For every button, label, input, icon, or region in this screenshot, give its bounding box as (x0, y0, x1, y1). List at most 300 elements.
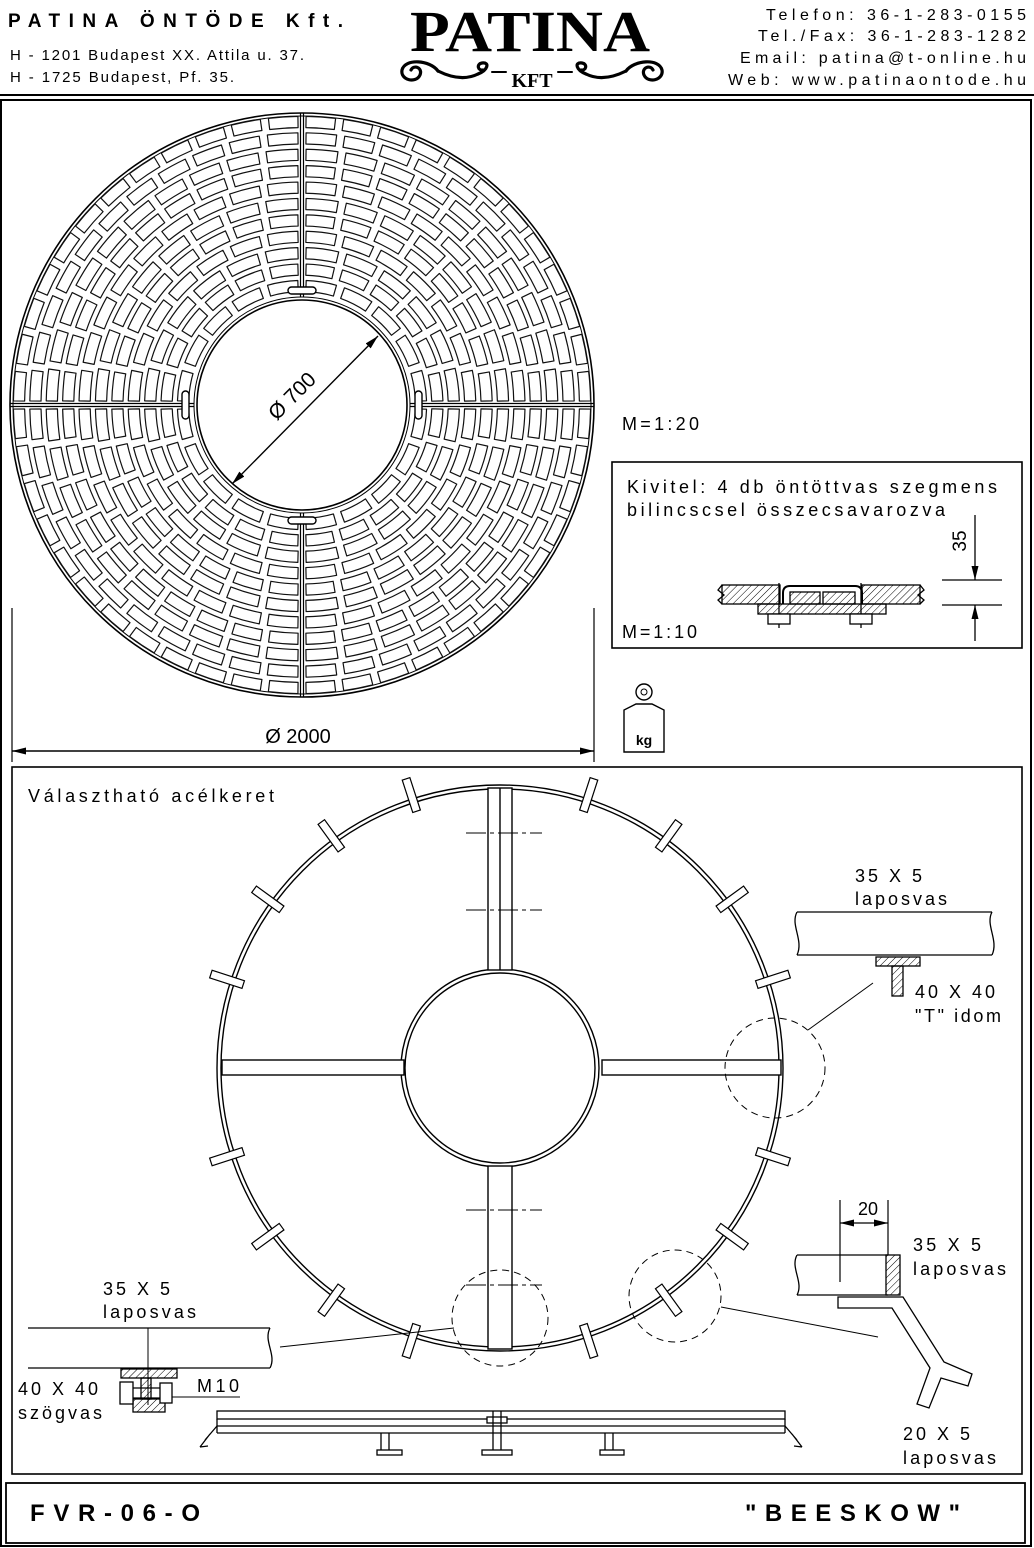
grate-slot (161, 647, 192, 670)
grate-slot (266, 149, 298, 163)
grate-slot (376, 250, 407, 275)
grate-slot (75, 230, 102, 261)
grate-slot (99, 579, 128, 608)
grate-slot (230, 186, 262, 205)
grate-slot (162, 570, 193, 596)
company-name: PATINA ÖNTÖDE Kft. (8, 11, 343, 32)
grate-slot (42, 296, 63, 328)
frame-spoke-bottom (488, 1166, 512, 1349)
bolt-nut-left (768, 614, 790, 624)
grate-slot (341, 219, 371, 238)
grate-slot (306, 564, 337, 578)
grate-slot (467, 483, 492, 516)
grate-slot (111, 265, 137, 296)
grate-slot (467, 265, 493, 296)
bent-strap-detail (795, 1199, 1006, 1468)
grate-slot (267, 133, 298, 146)
outer-diameter-label: Ø 2000 (265, 726, 331, 748)
grate-slot (111, 514, 137, 545)
grate-slot (453, 303, 476, 333)
grate-slot (161, 373, 176, 402)
grate-slot (128, 303, 151, 333)
grate-slot (405, 249, 434, 276)
grate-slot (476, 579, 505, 608)
grate-slot (344, 533, 378, 555)
grate-slot (378, 197, 410, 220)
grate-slot (200, 556, 230, 579)
grate-slot (469, 336, 488, 366)
grate-slot (54, 547, 79, 577)
grate-slot (161, 409, 176, 438)
detail-description-line-2: bilincscsel összecsavarozva (627, 500, 945, 520)
grate-slot (63, 409, 76, 439)
logo-subtext: KFT (511, 70, 553, 92)
grate-slot (344, 587, 377, 607)
grate-slot (265, 547, 298, 562)
grate-slot (83, 333, 102, 365)
grate-slot (134, 237, 163, 266)
grate-slot (430, 447, 452, 481)
grate-slot (342, 119, 373, 136)
grate-slot (190, 625, 223, 647)
grate-slot (197, 250, 228, 275)
grate-slot (411, 570, 442, 596)
grate-slot (487, 297, 510, 329)
clamp-top (288, 287, 316, 294)
grate-slot (185, 335, 208, 366)
grate-scale: M=1:20 (622, 414, 699, 434)
grate-inner-hole (197, 300, 407, 510)
bent-detail-bar-material: laposvas (913, 1259, 1006, 1279)
grate-slot (478, 227, 507, 258)
grate-slot (170, 534, 199, 561)
grate-slot (376, 535, 407, 560)
grate-slot (147, 479, 172, 510)
grate-slots (13, 116, 590, 693)
grate-slot (343, 136, 375, 153)
grate-slot (60, 484, 82, 517)
grate-slot (267, 182, 298, 196)
t-detail-bar-material: laposvas (855, 889, 947, 909)
grate-slot (111, 239, 138, 268)
segment-clamps (182, 287, 422, 524)
grate-slot (502, 446, 521, 478)
grate-slot (511, 409, 525, 440)
fax-number: Tel./Fax: 36-1-283-1282 (758, 28, 1026, 45)
grate-slot (13, 409, 26, 439)
grate-slot (124, 581, 155, 610)
grate-slot (396, 308, 422, 337)
grate-slot (446, 178, 477, 205)
grate-slot (205, 499, 234, 525)
grate-slot (414, 546, 445, 575)
grate-slot (469, 444, 488, 474)
grate-inner-rim (194, 297, 410, 513)
grate-slot (412, 647, 443, 670)
grate-slot (408, 297, 436, 329)
grate-slot (170, 249, 199, 276)
grate-slot (446, 605, 477, 632)
grate-slot (158, 627, 190, 651)
bent-detail-strap-size: 20 X 5 (903, 1424, 970, 1444)
bolt-nut-right (850, 614, 872, 624)
grate-slot (193, 145, 225, 166)
grate-slot (113, 294, 138, 327)
bent-detail-strap-material: laposvas (903, 1448, 996, 1468)
grate-slot (155, 605, 188, 631)
grate-slot (66, 335, 84, 366)
grate-slot (341, 572, 371, 591)
grate-slot (571, 445, 588, 476)
grate-slot (406, 509, 435, 538)
angle-profile-detail (18, 1279, 272, 1423)
grate-slot (405, 534, 434, 561)
grate-slot (522, 484, 544, 517)
grate-slot (306, 248, 339, 263)
grate-slot (94, 297, 117, 329)
segment-joint-section (718, 583, 924, 628)
t-detail-profile-name: "T" idom (915, 1006, 1001, 1026)
grate-slot (182, 308, 208, 337)
frame-tab (756, 1148, 791, 1166)
grate-slot (370, 499, 399, 525)
grate-slot (267, 231, 298, 245)
grate-slot (554, 446, 571, 478)
grate-slot (75, 549, 102, 580)
clamp-bottom (288, 517, 316, 524)
title-block (6, 1483, 1025, 1543)
grate-slot (229, 136, 261, 153)
grate-slot (578, 409, 591, 439)
grate-slot (33, 446, 50, 478)
grate-slot (343, 657, 375, 674)
grate-slot (439, 569, 468, 596)
grate-slot (200, 231, 230, 254)
grate-slot (489, 268, 514, 298)
grate-slot (571, 334, 588, 365)
bolt-nut (160, 1383, 172, 1403)
grate-slot (520, 335, 538, 366)
grate-slot (306, 116, 336, 129)
address-line-1: H - 1201 Budapest XX. Attila u. 37. (10, 47, 304, 64)
grate-slot (128, 409, 142, 440)
grate-slot (232, 169, 263, 187)
grate-slot (306, 215, 335, 229)
grate-slot (444, 409, 459, 442)
grate-slot (409, 194, 439, 219)
grate-slot (449, 200, 480, 229)
bent-detail-dimension: 20 (857, 1199, 879, 1219)
t-profile-detail (795, 866, 1001, 1026)
grate-slot (197, 535, 228, 560)
phone-number: Telefon: 36-1-283-0155 (766, 7, 1026, 24)
grate-slot (449, 581, 480, 610)
grate-outer-rim-inner (13, 116, 591, 694)
grate-slot (227, 533, 261, 555)
grate-slot (453, 477, 476, 507)
product-code: FVR-06-O (30, 1500, 200, 1527)
grate-slot (267, 614, 298, 628)
grate-slot (269, 581, 298, 595)
grate-slot (269, 215, 298, 229)
grate-slot (306, 149, 338, 163)
grate-slot (185, 444, 208, 475)
grate-slot (502, 549, 529, 580)
clamp-left (182, 391, 189, 419)
company-logo (402, 0, 662, 92)
grate-slot (168, 297, 196, 329)
grate-slot (461, 370, 475, 401)
grate-slot (341, 288, 372, 311)
grate-slot (412, 140, 443, 163)
grate-slot (370, 285, 399, 311)
grate-slot (194, 511, 226, 539)
grate-slot (134, 544, 163, 573)
grate-slot (266, 198, 298, 212)
grate-slot (306, 166, 336, 179)
grate-slot (467, 294, 492, 327)
grate-slot (133, 262, 162, 293)
grate-slot (374, 556, 404, 579)
grate-slot (124, 200, 155, 229)
grate-slot (502, 520, 528, 553)
grate-slot (127, 178, 158, 205)
frame-spoke-left (222, 1060, 404, 1075)
grate-slot (66, 445, 84, 476)
grate-slot (544, 264, 567, 295)
grate-slot (554, 332, 571, 364)
grate-slot (522, 293, 544, 326)
grate-slot (112, 372, 126, 401)
grate-slot (443, 262, 472, 293)
grate-slot (266, 647, 298, 661)
t-detail-profile-size: 40 X 40 (915, 982, 995, 1002)
grate-slot (528, 409, 541, 439)
grate-slot (233, 572, 263, 591)
grate-slot (50, 330, 68, 363)
frame-tab (210, 1148, 245, 1166)
grate-slot (112, 409, 126, 438)
grate-slot (414, 627, 446, 651)
frame-section-title: Választható acélkeret (28, 786, 274, 806)
grate-slot (182, 473, 208, 502)
grate-slot (487, 481, 510, 513)
grate-slot (227, 203, 260, 223)
weight-icon (624, 684, 664, 752)
grate-slot (502, 333, 521, 365)
grate-slot (474, 179, 503, 207)
frame-tab (402, 1324, 420, 1359)
grate-slot (524, 517, 548, 549)
grate-slot (191, 216, 224, 241)
grate-slot (46, 369, 60, 401)
steel-frame-section (12, 767, 1022, 1474)
frame-inner-ring-inner (405, 973, 595, 1163)
grate-slot (79, 370, 93, 401)
grate-slot (444, 627, 474, 652)
grate-slot (97, 552, 126, 583)
grate-slot (269, 166, 299, 179)
grate-slot (342, 674, 373, 691)
grate-slot (520, 445, 538, 476)
grate-slot (341, 499, 372, 522)
grate-slot (474, 604, 503, 632)
grate-slot (306, 681, 336, 694)
grate-slot (378, 271, 410, 299)
grate-slot (484, 330, 504, 363)
grate-slot (162, 214, 193, 240)
grate-slot (381, 163, 414, 185)
grate-slot (344, 254, 378, 276)
grate-slot (46, 409, 60, 441)
grate-slot (306, 231, 337, 245)
grate-slot (466, 542, 493, 571)
grate-slot (269, 631, 299, 644)
email-address: Email: patina@t-online.hu (740, 50, 1026, 67)
grate-slot (37, 264, 60, 295)
grate-slot (227, 254, 261, 276)
grate-slot (378, 590, 410, 613)
grate-slot (343, 186, 375, 205)
grate-slot (169, 509, 198, 538)
grate-slot (501, 204, 529, 233)
inner-diameter-label: Ø 700 (264, 368, 321, 425)
grate-slot (306, 531, 335, 546)
grate-slot (60, 293, 82, 326)
grate-slot (378, 511, 410, 539)
grate-slot (227, 639, 260, 657)
clamp-right (415, 391, 422, 419)
grate-slot (266, 597, 298, 611)
grate-slot (91, 512, 116, 542)
grate-slot (191, 570, 224, 595)
grate-slot (306, 647, 338, 661)
grate-slot (194, 590, 226, 613)
grate-slot (489, 512, 514, 542)
grate-slot (379, 145, 411, 166)
grate-slot (165, 194, 195, 219)
grate-slot (306, 597, 338, 611)
grate-slot (265, 248, 298, 263)
grate-slot (111, 542, 138, 571)
grate-slot (342, 623, 373, 641)
grate-slot (524, 233, 549, 263)
grate-slot (466, 239, 493, 268)
grate-slot (478, 552, 507, 583)
grate-slot (130, 157, 160, 182)
frame-spoke-top (488, 788, 512, 970)
grate-slot (430, 330, 452, 364)
grate-slot (343, 605, 375, 624)
grate-slot (344, 639, 377, 657)
grate-slot (396, 444, 419, 475)
logo-text: PATINA (410, 0, 651, 64)
header (0, 0, 1034, 95)
detail-marker-bottom-right (629, 1250, 721, 1342)
grate-slot (147, 300, 172, 331)
grate-slot (306, 182, 337, 196)
grate-slot (227, 153, 260, 171)
grate-slot (76, 577, 104, 606)
grate-slot (50, 447, 68, 480)
grate-slot (409, 592, 439, 617)
grate-slot (16, 445, 33, 476)
grate-slot (441, 544, 470, 573)
grate-slot (541, 296, 562, 328)
bent-detail-bar-size: 35 X 5 (913, 1235, 981, 1255)
frame-inner-ring (401, 969, 599, 1167)
grate-slot (130, 627, 160, 652)
grate-slot (194, 271, 226, 299)
grate-slot (544, 409, 558, 441)
grate-slot (91, 268, 116, 298)
frame-spoke-right (602, 1060, 781, 1075)
grate-slot (268, 681, 298, 694)
grate-slot (494, 409, 508, 441)
grate-slot (444, 368, 459, 401)
grate-slot (231, 674, 262, 691)
thickness-dimension-label: 35 (950, 530, 971, 552)
grate-slot (30, 409, 43, 440)
grate-slot (99, 202, 128, 231)
grate-slot (101, 604, 130, 632)
grate-slot (444, 157, 474, 182)
frame-tab (580, 1324, 598, 1359)
grate-slot (146, 508, 173, 537)
grate-slot (230, 605, 262, 624)
grate-slot (128, 477, 151, 507)
grate-slot (205, 285, 234, 311)
grate-slot (56, 517, 80, 549)
grate-slot (306, 581, 335, 595)
grate-slot (30, 370, 43, 401)
grate-slot (524, 547, 549, 577)
grate-slot (502, 258, 528, 291)
grate-slot (101, 179, 130, 207)
grate-slot (306, 198, 338, 212)
grate-slot (127, 605, 158, 632)
grate-slot (116, 336, 135, 366)
grate-slot (83, 446, 102, 478)
grate-slot (76, 204, 104, 233)
grate-slot (229, 657, 261, 674)
grate-slot (306, 133, 337, 146)
grate-slot (417, 605, 450, 631)
angle-detail-profile-size: 40 X 40 (18, 1379, 98, 1399)
angle-detail-bar-material: laposvas (103, 1302, 196, 1322)
grate-slot (524, 261, 548, 293)
grate-slot (158, 159, 190, 183)
frame-tab (580, 778, 598, 813)
grate-slot (165, 592, 195, 617)
grate-slot (194, 197, 226, 220)
grate-slot (380, 570, 413, 595)
grate-slot (231, 119, 262, 136)
grate-slot (54, 233, 79, 263)
grate-slot (408, 481, 436, 513)
assembly-detail-box (612, 462, 1022, 648)
grate-slot (267, 664, 298, 677)
address-line-2: H - 1725 Budapest, Pf. 35. (10, 69, 234, 86)
grate-slot (145, 368, 160, 401)
grate-slot (33, 332, 50, 364)
grate-slot (578, 371, 591, 401)
grate-slot (232, 288, 263, 311)
grate-slot (306, 631, 336, 644)
grate-slot (431, 273, 458, 302)
grate-slot (461, 409, 475, 440)
weight-unit-label: kg (635, 732, 653, 748)
